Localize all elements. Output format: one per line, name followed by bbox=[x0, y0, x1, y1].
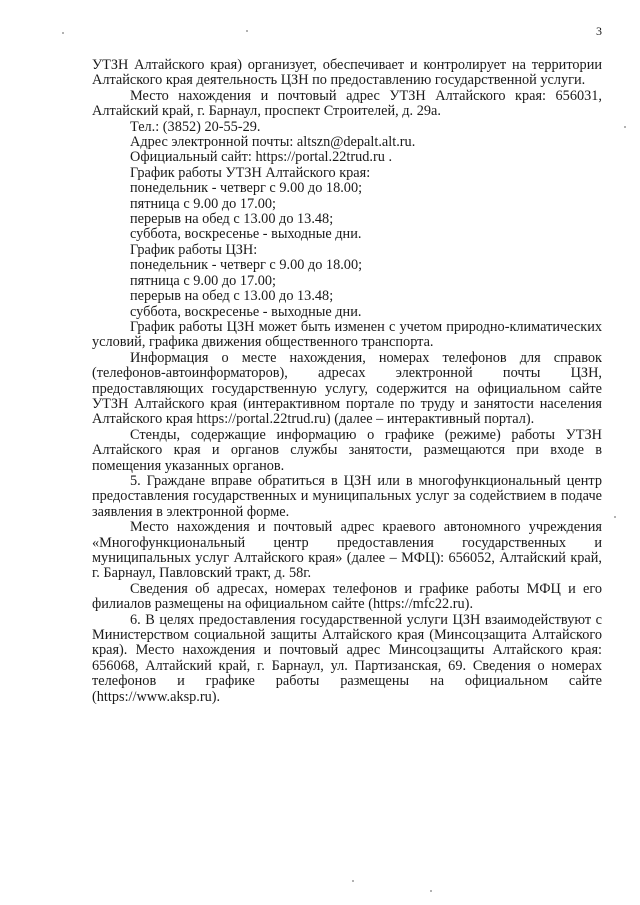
paragraph-utzn-address: Место нахождения и почтовый адрес УТЗН Алтайского края: 656031, Алтайский край, г. Барнаул, проспект Строителей, д. 29а. bbox=[92, 87, 602, 120]
czn-schedule-mon-thu: понедельник - четверг с 9.00 до 18.00; bbox=[130, 257, 363, 274]
paragraph-mfc-address: Место нахождения и почтовый адрес краевого автономного учреждения «Многофункциональный центр предоставления государственных и муниципальных услуг Алтайского края» (далее – МФЦ): 656052, Алтайский край, г. Барнаул, Павловский тракт, д. 58г. bbox=[92, 519, 602, 582]
paragraph-schedule-change: График работы ЦЗН может быть изменен с учетом природно-климатических условий, графика движения общественного транспорта. bbox=[92, 318, 602, 351]
utzn-schedule-weekend: суббота, воскресенье - выходные дни. bbox=[130, 226, 362, 243]
scan-speck bbox=[352, 880, 354, 882]
scan-speck bbox=[614, 516, 616, 518]
utzn-email: Адрес электронной почты: altszn@depalt.alt.ru. bbox=[130, 134, 416, 151]
scan-speck bbox=[430, 890, 432, 892]
scan-speck bbox=[624, 126, 626, 128]
paragraph-item-5: 5. Граждане вправе обратиться в ЦЗН или в многофункциональный центр предоставления государственных и муниципальных услуг за содействием в подаче заявления в электронной форме. bbox=[92, 472, 602, 520]
utzn-website: Официальный сайт: https://portal.22trud.ru . bbox=[130, 149, 393, 166]
utzn-schedule-mon-thu: понедельник - четверг с 9.00 до 18.00; bbox=[130, 180, 363, 197]
paragraph-contact-info: Информация о месте нахождения, номерах телефонов для справок (телефонов-автоинформаторов), адресах электронной почты ЦЗН, предоставляющих государственную услугу, содержится на официальном сайте УТЗН Алтайского края (интерактивном портале по труду и занятости населения Алтайского края https://portal.22trud.ru) (далее – интерактивный портал). bbox=[92, 349, 602, 428]
czn-schedule-weekend: суббота, воскресенье - выходные дни. bbox=[130, 303, 362, 320]
utzn-phone: Тел.: (3852) 20-55-29. bbox=[130, 118, 261, 135]
utzn-schedule-heading: График работы УТЗН Алтайского края: bbox=[130, 164, 371, 181]
utzn-schedule-fri: пятница с 9.00 до 17.00; bbox=[130, 195, 276, 212]
utzn-schedule-lunch: перерыв на обед с 13.00 до 13.48; bbox=[130, 211, 334, 228]
page-number: 3 bbox=[596, 24, 602, 38]
czn-schedule-heading: График работы ЦЗН: bbox=[130, 241, 258, 258]
paragraph-stands: Стенды, содержащие информацию о графике (режиме) работы УТЗН Алтайского края и органов службы занятости, размещаются при входе в помещения указанных органов. bbox=[92, 426, 602, 474]
document-body bbox=[92, 58, 602, 705]
scan-speck bbox=[62, 32, 64, 34]
scan-speck bbox=[246, 30, 248, 32]
paragraph-utzn-organizes: УТЗН Алтайского края) организует, обеспечивает и контролирует на территории Алтайского края деятельность ЦЗН по предоставлению государственной услуги. bbox=[92, 57, 602, 89]
czn-schedule-fri: пятница с 9.00 до 17.00; bbox=[130, 272, 276, 289]
czn-schedule-lunch: перерыв на обед с 13.00 до 13.48; bbox=[130, 288, 334, 305]
paragraph-item-6: 6. В целях предоставления государственной услуги ЦЗН взаимодействуют с Министерством социальной защиты Алтайского края (Минсоцзащита Алтайского края). Место нахождения и почтовый адрес Минсоцзащиты Алтайского края: 656068, Алтайский край, г. Барнаул, ул. Партизанская, 69. Сведения о номерах телефонов и графике работы размещены на официальном сайте (https://www.aksp.ru). bbox=[92, 611, 602, 705]
paragraph-mfc-info: Сведения об адресах, номерах телефонов и графике работы МФЦ и его филиалов размещены на официальном сайте (https://mfc22.ru). bbox=[92, 580, 602, 613]
